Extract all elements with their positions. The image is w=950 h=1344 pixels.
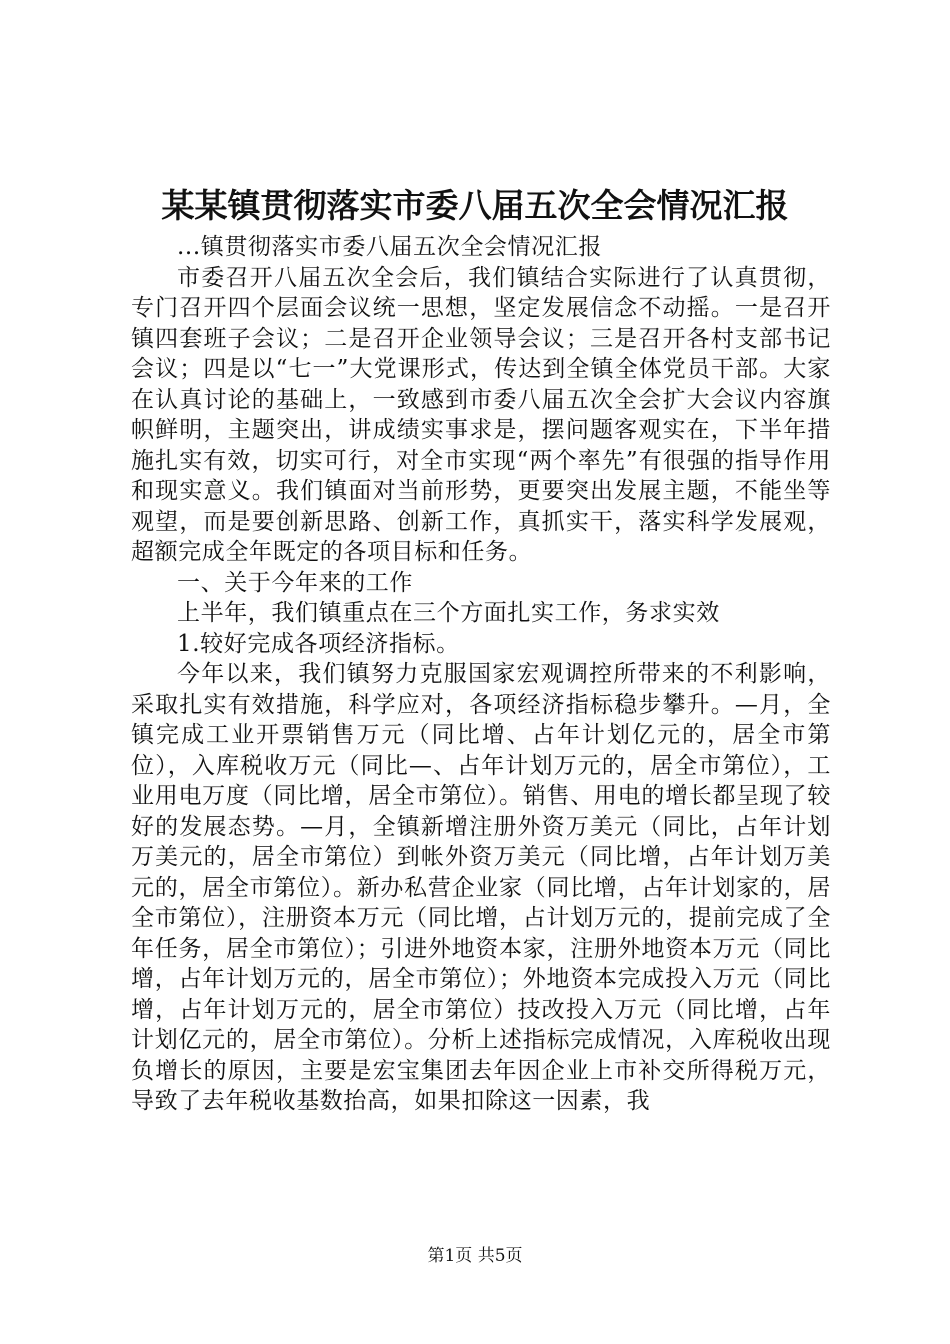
paragraph-summary: 上半年，我们镇重点在三个方面扎实工作，务求实效 — [177, 600, 720, 626]
paragraph-intro: 市委召开八届五次全会后，我们镇结合实际进行了认真贯彻，专门召开四个层面会议统一思想，坚定发展信念不动摇。一是召开镇四套班子会议；二是召开企业领导会议；三是召开各村支部书记会议；四是以“七一”大党课形式，传达到全镇全体党员干部。大家在认真讨论的基础上，一致感到市委八届五次全会扩大会议内容旗帜鲜明，主题突出，讲成绩实事求是，摆问题客观实在，下半年措施扎实有效，切实可行，对全市实现“两个率先”有很强的指导作用和现实意义。我们镇面对当前形势，更要突出发展主题，不能坐等观望，而是要创新思路、创新工作，真抓实干，落实科学发展观，超额完成全年既定的各项目标和任务。 — [131, 264, 831, 565]
document-body — [131, 232, 831, 1117]
document-title: 某某镇贯彻落实市委八届五次全会情况汇报 — [161, 186, 789, 225]
page-number: 第1页 共5页 — [427, 1246, 523, 1266]
section-heading: 一、关于今年来的工作 — [177, 569, 413, 596]
paragraph-subtitle: ...镇贯彻落实市委八届五次全会情况汇报 — [177, 234, 602, 260]
paragraph-economics: 今年以来，我们镇努力克服国家宏观调控所带来的不利影响，采取扎实有效措施，科学应对，各项经济指标稳步攀升。—月，全镇完成工业开票销售万元（同比增、占年计划亿元的，居全市第位），入库税收万元（同比—、占年计划万元的，居全市第位），工业用电万度（同比增，居全市第位）。销售、用电的增长都呈现了较好的发展态势。—月，全镇新增注册外资万美元（同比，占年计划万美元的，居全市第位）到帐外资万美元（同比增，占年计划万美元的，居全市第位）。新办私营企业家（同比增，占年计划家的，居全市第位），注册资本万元（同比增，占计划万元的，提前完成了全年任务，居全市第位）；引进外地资本家，注册外地资本万元（同比增，占年计划万元的，居全市第位）；外地资本完成投入万元（同比增，占年计划万元的，居全市第位）技改投入万元（同比增，占年计划亿元的，居全市第位）。分析上述指标完成情况，入库税收出现负增长的原因，主要是宏宝集团去年因企业上市补交所得税万元，导致了去年税收基数抬高，如果扣除这一因素，我 — [131, 661, 831, 1114]
subsection-heading: 1.较好完成各项经济指标。 — [177, 630, 460, 657]
